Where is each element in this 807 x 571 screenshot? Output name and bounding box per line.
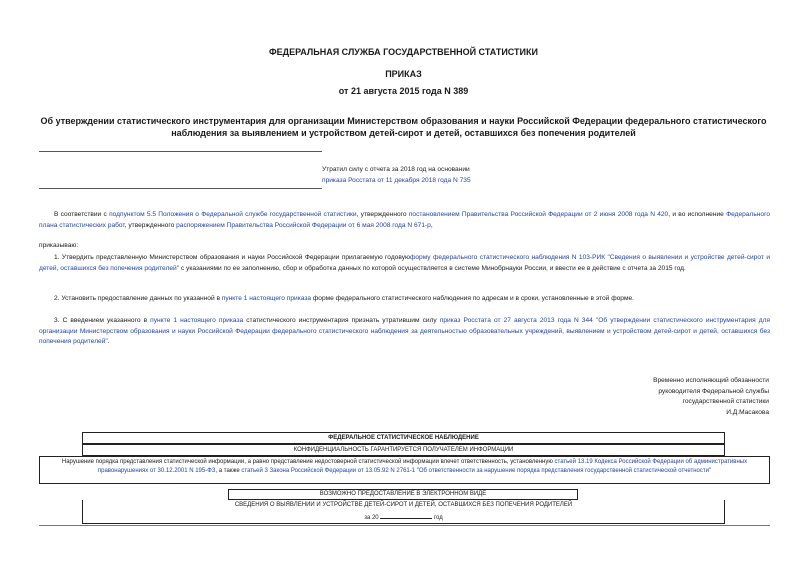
signature-block [653,376,769,418]
text: форме федерального статистического наблюдения по адресам и в сроки, установленные в этой форме. [311,295,634,302]
text: , утвержденного [356,211,409,218]
text: 3. С введением указанного в [54,317,151,324]
item-1 [39,253,770,274]
link-government-decree[interactable]: постановлением Правительства Российской Федерации от 2 июня 2008 года N 420 [408,211,669,218]
text: , и во исполнение [668,211,727,218]
signature-line: Временно исполняющий обязанности [653,377,769,384]
text: 1. Утвердить представленную Министерством образования и науки Российской Федерации прилагаемую годовую [54,254,410,261]
signature-name: И.Д.Масакова [726,408,769,416]
divider-line [39,151,322,152]
electronic-submission-box: ВОЗМОЖНО ПРЕДОСТАВЛЕНИЕ В ЭЛЕКТРОННОМ ВИДЕ [228,489,578,500]
year-blank [380,511,432,519]
period-suffix: год [434,515,443,521]
link-government-order[interactable]: распоряжением Правительства Российской Федерации от 6 мая 2008 года N 671-р [176,221,431,229]
link-order-344[interactable]: приказ Росстата от 27 августа 2013 года N 344 "Об утверждении статистического инструментария для организации Министерством образования и науки Российской Федерации федерального статистического наблюдения за деятельностью образовательных учреждений, выявлением и устройством детей-сирот и детей, оставшихся без попечения родителей" [39,317,771,345]
form-title-box [82,500,725,524]
preamble-paragraph [39,210,770,231]
text: , [430,221,433,229]
link-law-2761-1[interactable]: статьей 3 Закона Российской Федерации от 13.05.92 N 2761-1 "Об ответственности за нарушение порядка представления государственной статистической отчетности" [241,467,712,474]
text: с указаниями по ее заполнению, сбор и обработка данных по которой осуществляется в системе Минобрнауки России, и ввести ее в действие с отчета за 2015 год. [179,264,686,272]
text: 2. Установить предоставление данных по указанной в [54,295,222,302]
period-prefix: за 20 [364,515,379,521]
link-item-1[interactable]: пункте 1 настоящего приказа [150,317,244,324]
link-form-103-rik[interactable]: форму федерального статистического наблюдения N 103-РИК "Сведения о выявлении и устройстве детей-сирот и детей, оставшихся без попечения родителей" [39,254,770,272]
link-administrative-code[interactable]: статьей 13.19 Кодекса Российской Федерации об административных правонарушениях от 30.12.2001 N 195-ФЗ [97,459,748,474]
divider-line [39,525,770,526]
text: статистического инструментария признать утратившим силу [243,317,440,324]
item-2 [39,294,770,305]
link-item-1[interactable]: пункте 1 настоящего приказа [221,295,312,302]
signature-line: государственной статистики [682,398,769,405]
agency-heading: ФЕДЕРАЛЬНАЯ СЛУЖБА ГОСУДАРСТВЕННОЙ СТАТИСТИКИ [269,47,538,57]
status-note-link[interactable]: приказа Росстата от 11 декабря 2018 года N 735 [322,177,471,184]
confidentiality-box: КОНФИДЕНЦИАЛЬНОСТЬ ГАРАНТИРУЕТСЯ ПОЛУЧАТЕЛЕМ ИНФОРМАЦИИ [82,444,725,456]
order-word: приказываю: [39,242,79,249]
reporting-period [83,511,724,523]
form-header-box: ФЕДЕРАЛЬНОЕ СТАТИСТИЧЕСКОЕ НАБЛЮДЕНИЕ [82,432,725,444]
status-note-text: Утратил силу с отчета за 2018 год на основании [322,166,470,173]
text: . [107,338,110,345]
liability-warning-box [39,456,770,484]
document-type: ПРИКАЗ [385,69,422,79]
item-3 [39,316,770,348]
document-title: Об утверждении статистического инструментария для организации Министерством образования и науки Российской Федерации федерального статистического наблюдения за выявлением и устройством детей-сирот и детей, оставшихся без попечения родителей [40,116,767,138]
signature-line: руководителя Федеральной службы [658,387,769,395]
text: , а также [215,467,242,474]
status-note [322,164,471,186]
link-regulation-clause[interactable]: подпунктом 5.5 Положения о Федеральной службе государственной статистики [109,211,357,218]
order-date-number: от 21 августа 2015 года N 389 [338,86,469,96]
link-statistical-plan[interactable]: Федерального плана статистических работ [39,211,770,229]
text: , утвержденного [124,221,177,229]
text: В соответствии с [54,211,110,218]
divider-line [39,188,322,189]
text: Нарушение порядка представления статистической информации, а равно представление недостоверной статистической информации влечет ответственность, установленную [61,459,555,465]
form-title: СВЕДЕНИЯ О ВЫЯВЛЕНИИ И УСТРОЙСТВЕ ДЕТЕЙ-СИРОТ И ДЕТЕЙ, ОСТАВШИХСЯ БЕЗ ПОПЕЧЕНИЯ РОДИТЕЛЕЙ [234,502,573,508]
